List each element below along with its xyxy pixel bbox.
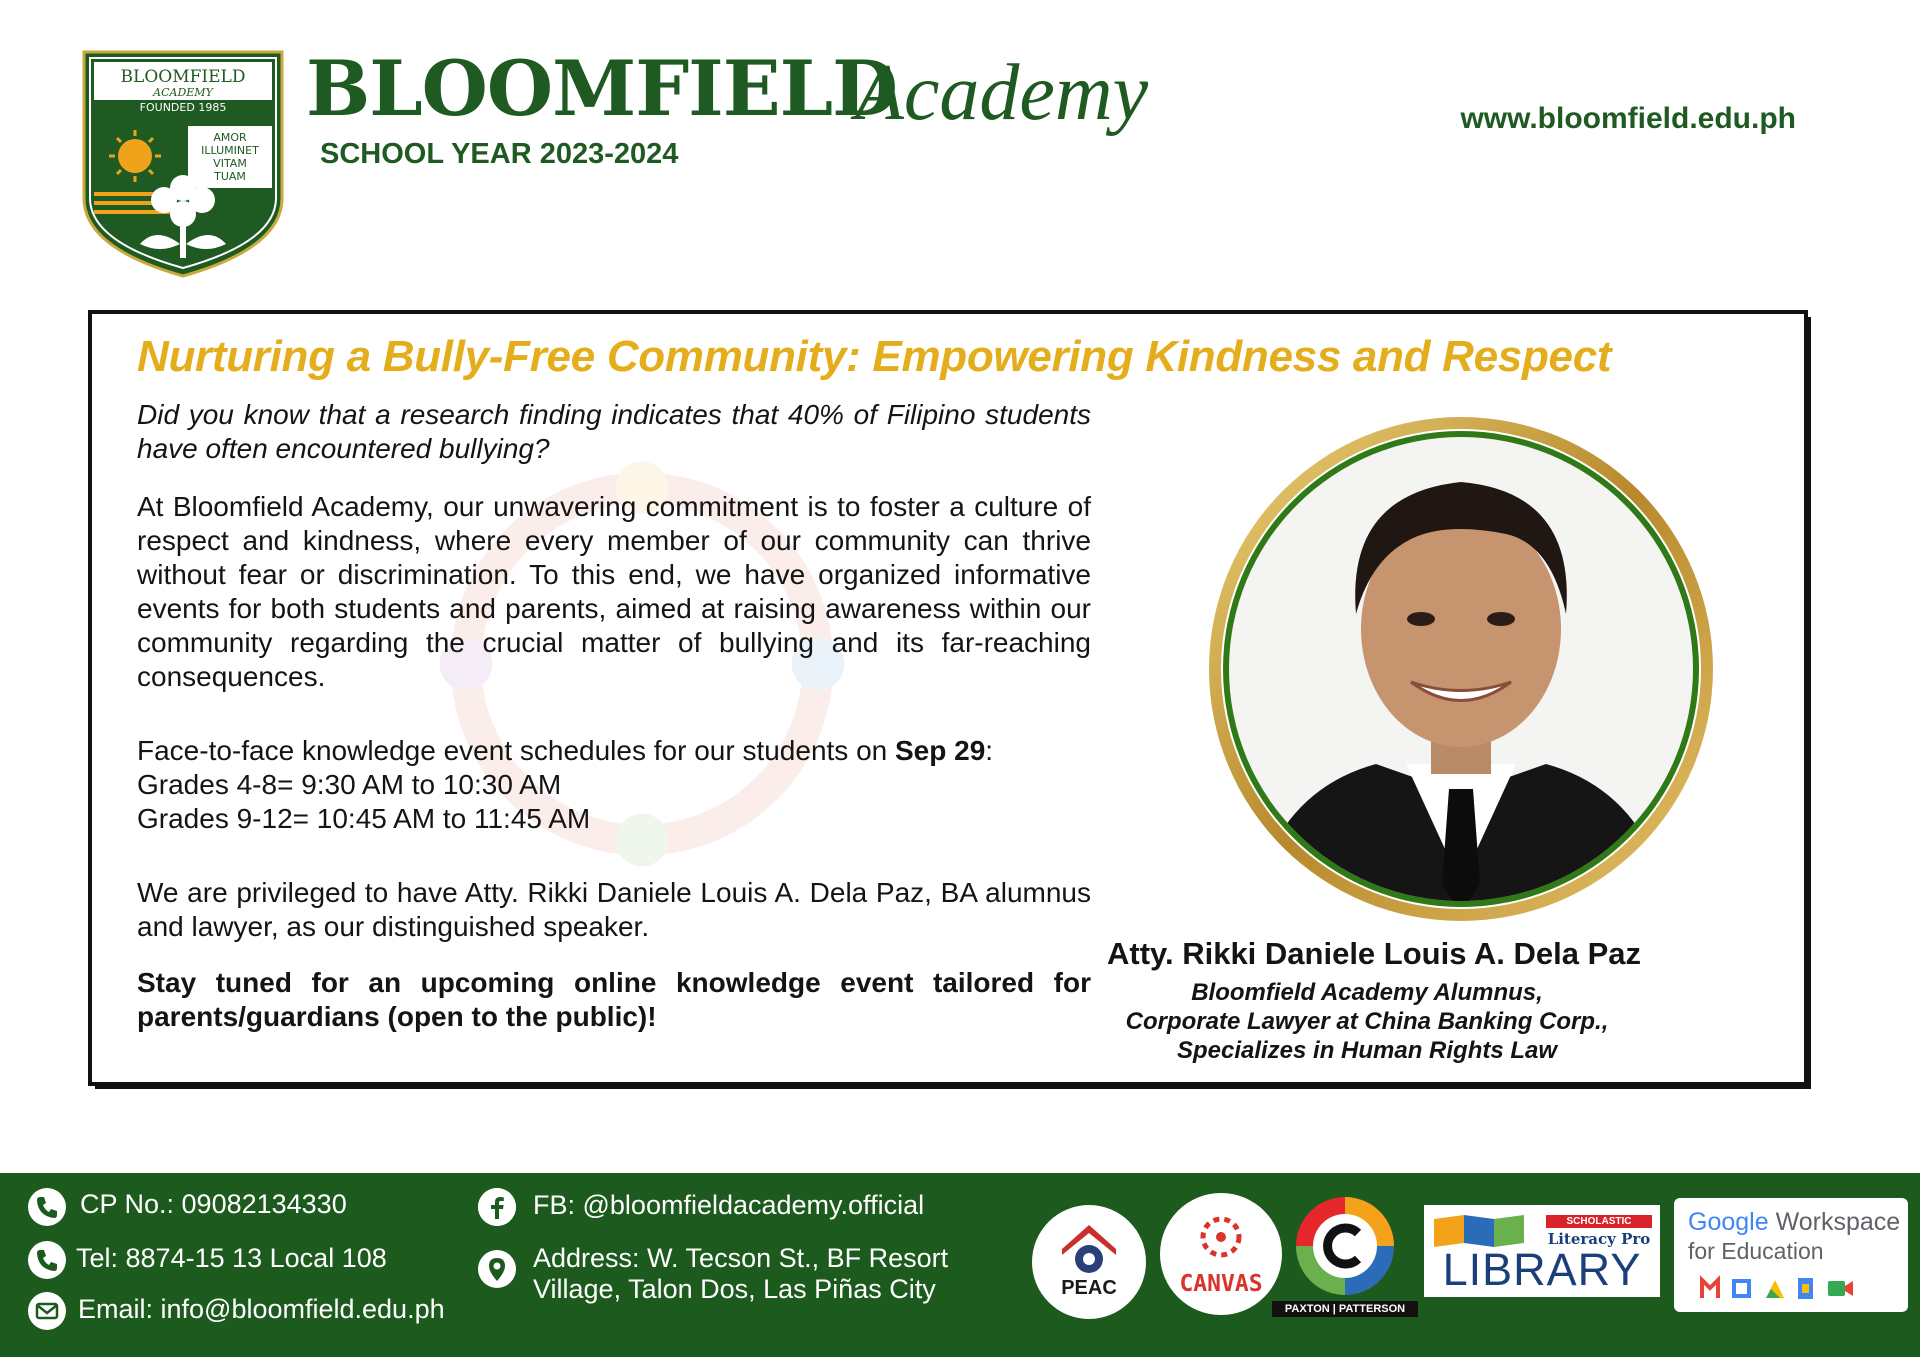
peac-label: PEAC bbox=[1061, 1277, 1117, 1299]
svg-text:FOUNDED 1985: FOUNDED 1985 bbox=[139, 101, 227, 114]
schedule-intro: Face-to-face knowledge event schedules for our students on bbox=[137, 735, 895, 766]
contact-facebook[interactable]: FB: @bloomfieldacademy.official bbox=[533, 1190, 925, 1220]
phone-icon bbox=[28, 1188, 66, 1226]
peac-logo bbox=[1032, 1205, 1146, 1319]
workspace-wordmark: Workspace bbox=[1768, 1208, 1901, 1236]
contact-email[interactable]: Email: info@bloomfield.edu.ph bbox=[78, 1294, 445, 1324]
speaker-name: Atty. Rikki Daniele Louis A. Dela Paz bbox=[1107, 936, 1642, 971]
schedule-line-grades-4-8: Grades 4-8= 9:30 AM to 10:30 AM bbox=[137, 769, 562, 800]
speaker-credential-line: Corporate Lawyer at China Banking Corp., bbox=[1125, 1008, 1609, 1035]
contact-cp: CP No.: 09082134330 bbox=[80, 1189, 347, 1219]
question-text: Did you know that a research finding indicates that 40% of Filipino students have often encountered bullying? bbox=[137, 399, 1091, 464]
gw-line1 bbox=[1688, 1208, 1900, 1237]
contact-tel: Tel: 8874-15 13 Local 108 bbox=[76, 1243, 387, 1273]
gw-line2: for Education bbox=[1688, 1238, 1824, 1264]
google-wordmark: Google bbox=[1688, 1208, 1769, 1236]
google-workspace-logo bbox=[1674, 1198, 1908, 1312]
location-pin-icon bbox=[478, 1250, 516, 1288]
phone-icon bbox=[28, 1241, 66, 1279]
contact-address-line2: Village, Talon Dos, Las Piñas City bbox=[533, 1274, 936, 1304]
intro-paragraph: At Bloomfield Academy, our unwavering commitment is to foster a culture of respect and kindness, where every member of our community can thrive without fear or discrimination. To this end, we have organized informative events for both students and parents, aimed at raising awareness within our community regarding the crucial matter of bullying and its far-reaching consequences. bbox=[137, 491, 1091, 692]
svg-text:BLOOMFIELD: BLOOMFIELD bbox=[120, 67, 246, 87]
article-card bbox=[88, 310, 1808, 1086]
school-crest bbox=[80, 48, 286, 280]
library-label: LIBRARY bbox=[1442, 1244, 1642, 1295]
canvas-logo bbox=[1160, 1193, 1282, 1315]
scholastic-label: SCHOLASTIC bbox=[1566, 1216, 1632, 1227]
paxton-patterson-label: PAXTON | PATTERSON bbox=[1272, 1301, 1418, 1317]
contact-address-line1: Address: W. Tecson St., BF Resort bbox=[533, 1243, 949, 1273]
facebook-icon bbox=[478, 1188, 516, 1226]
website-link[interactable]: www.bloomfield.edu.ph bbox=[1460, 102, 1796, 135]
schedule-colon: : bbox=[985, 735, 994, 766]
canvas-label: CANVAS bbox=[1179, 1271, 1263, 1297]
literacy-pro-label: Literacy Pro bbox=[1547, 1230, 1651, 1248]
svg-text:VITAM: VITAM bbox=[213, 157, 247, 170]
stay-tuned-text: Stay tuned for an upcoming online knowledge event tailored for parents/guardians (open to the public)! bbox=[137, 967, 1091, 1032]
svg-text:TUAM: TUAM bbox=[214, 170, 246, 183]
speaker-credentials bbox=[1107, 978, 1627, 1065]
svg-text:ILLUMINET: ILLUMINET bbox=[201, 144, 259, 157]
school-year: SCHOOL YEAR 2023-2024 bbox=[320, 138, 679, 170]
article-headline: Nurturing a Bully-Free Community: Empowering Kindness and Respect bbox=[137, 332, 1612, 381]
speaker-portrait bbox=[1206, 414, 1716, 924]
schedule-date: Sep 29 bbox=[895, 735, 986, 766]
paxton-patterson-logo bbox=[1294, 1195, 1396, 1297]
article-body bbox=[137, 398, 1091, 1034]
svg-text:AMOR: AMOR bbox=[213, 131, 247, 144]
svg-text:ACADEMY: ACADEMY bbox=[153, 86, 213, 99]
speaker-paragraph: We are privileged to have Atty. Rikki Daniele Louis A. Dela Paz, BA alumnus and lawyer, as our distinguished speaker. bbox=[137, 877, 1091, 942]
brand-name-bold: BLOOMFIELD bbox=[306, 44, 897, 133]
email-icon bbox=[28, 1292, 66, 1330]
scholastic-library-logo bbox=[1424, 1205, 1660, 1297]
schedule-block bbox=[137, 734, 1091, 836]
workspace-app-icons bbox=[1674, 1268, 1908, 1308]
speaker-credential-line: Specializes in Human Rights Law bbox=[1176, 1037, 1558, 1064]
schedule-line-grades-9-12: Grades 9-12= 10:45 AM to 11:45 AM bbox=[137, 803, 591, 834]
brand-name-script: Academy bbox=[855, 49, 1149, 137]
speaker-credential-line: Bloomfield Academy Alumnus, bbox=[1191, 979, 1543, 1006]
